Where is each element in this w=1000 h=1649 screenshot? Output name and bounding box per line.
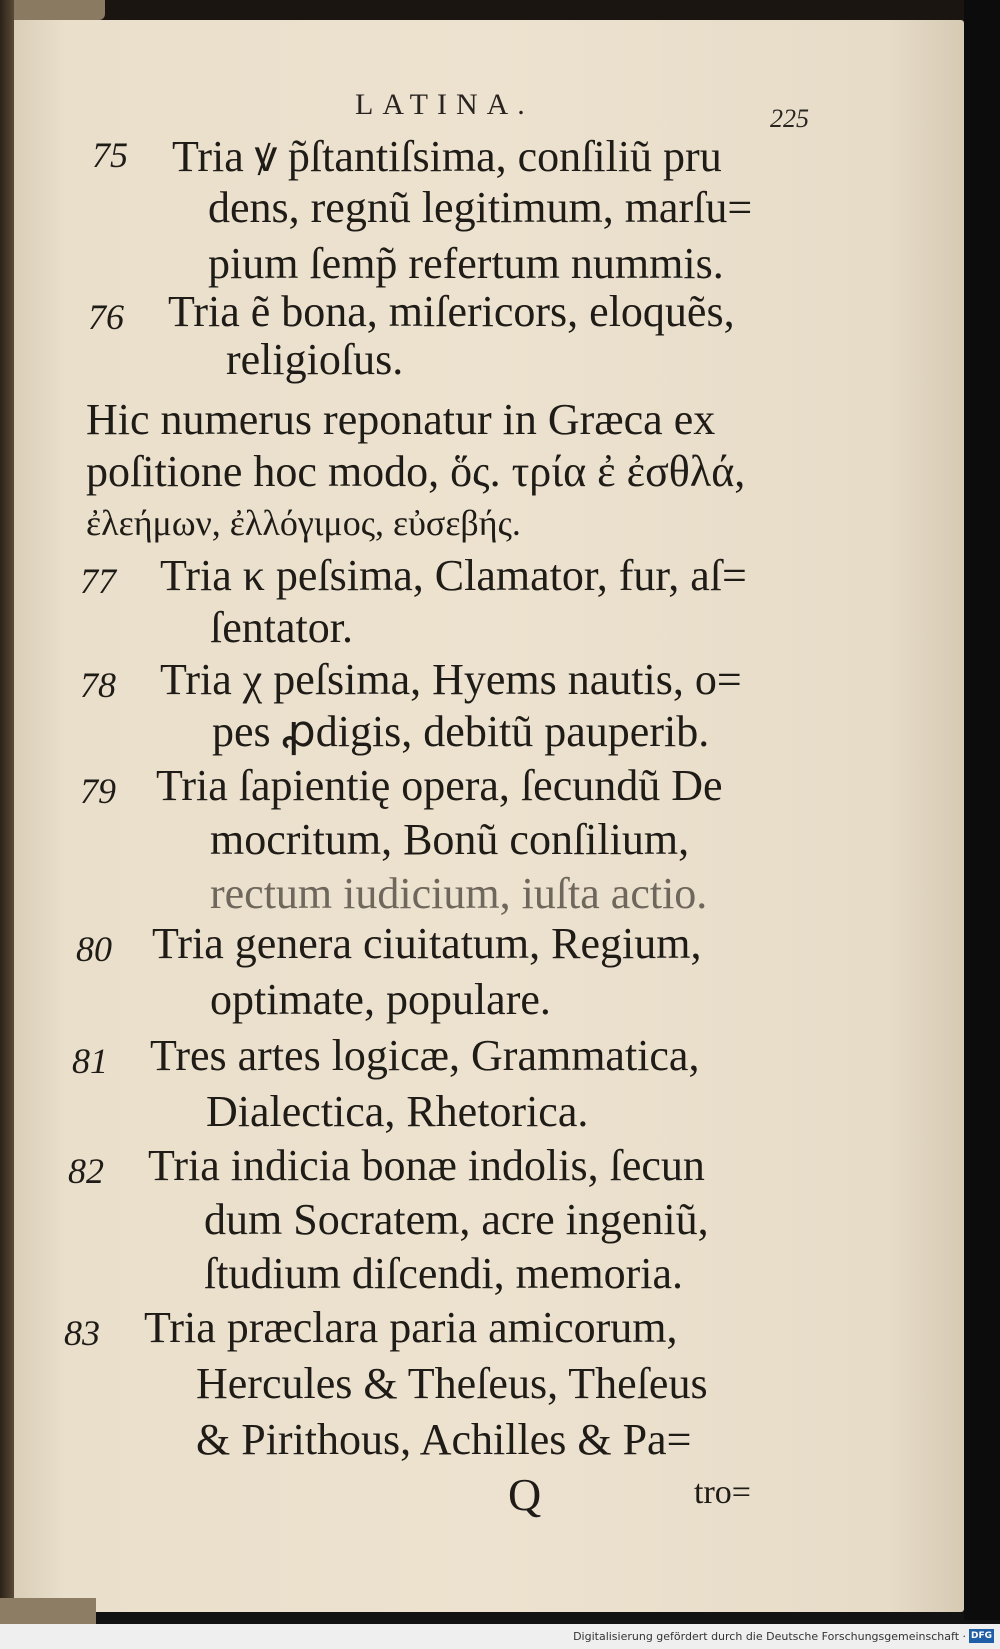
text-line: Tria præclara paria amicorum, <box>144 1303 678 1352</box>
text-line: Tria genera ciuitatum, Regium, <box>152 919 702 968</box>
text-line: Tria χ peſsima, Hyems nautis, o= <box>160 655 742 704</box>
text-line: optimate, populare. <box>210 975 551 1024</box>
entry-number: 80 <box>76 929 112 969</box>
entry-number: 78 <box>80 665 116 705</box>
text-line: Hercules & Theſeus, Theſeus <box>196 1359 708 1408</box>
text-line: ſtudium diſcendi, memoria. <box>204 1249 684 1298</box>
text-line: dens, regnũ legitimum, marſu= <box>208 183 753 232</box>
entry-number: 81 <box>72 1041 108 1081</box>
text-line: Tria ꝟ p̃ſtantiſsima, conſiliũ pru <box>172 132 722 181</box>
footer-credit: Digitalisierung gefördert durch die Deutsche Forschungsgemeinschaft · <box>573 1630 966 1643</box>
entry-number: 83 <box>64 1313 100 1353</box>
text-line: Tria κ peſsima, Clamator, fur, aſ= <box>160 551 747 600</box>
page-corner-bottom <box>0 1598 96 1624</box>
text-line: Tria ẽ bona, miſericors, eloquẽs, <box>168 287 735 336</box>
text-line: religioſus. <box>226 335 404 384</box>
text-line: dum Socratem, acre ingeniũ, <box>204 1195 709 1244</box>
entry-number: 76 <box>88 297 124 337</box>
text-line: poſitione hoc modo, ὅς. τρία ἐ ἐσθλά, <box>86 447 746 496</box>
running-head: LATINA. <box>355 88 534 121</box>
entry-number: 75 <box>92 135 128 175</box>
text-line: mocritum, Bonũ conſilium, <box>210 815 690 864</box>
signature-mark: Q <box>508 1469 542 1520</box>
page-number: 225 <box>770 104 809 133</box>
entry-number: 77 <box>80 561 116 601</box>
entry-number: 82 <box>68 1151 104 1191</box>
text-line: Dialectica, Rhetorica. <box>206 1087 589 1136</box>
catchword: tro= <box>694 1474 751 1511</box>
text-line: Tria ſapientię opera, ſecundũ De <box>156 761 723 810</box>
page-left-edge <box>0 0 14 1610</box>
text-line-greek: ἐλεήμων, ἐλλόγιμος, εὐσεβής. <box>86 503 521 543</box>
page-corner-top <box>10 0 105 20</box>
text-line: & Pirithous, Achilles & Pa= <box>196 1415 692 1464</box>
scan-background-right <box>964 0 1000 1620</box>
text-line: pium ſemp̃ refertum nummis. <box>208 239 724 288</box>
entry-number: 79 <box>80 771 116 811</box>
text-line: Tria indicia bonæ indolis, ſecun <box>148 1141 705 1190</box>
page-top-edge <box>0 0 1000 20</box>
dfg-logo-icon: DFG <box>970 1631 992 1641</box>
text-line: ſentator. <box>210 603 353 652</box>
text-line: Tres artes logicæ, Grammatica, <box>150 1031 700 1080</box>
text-line: Hic numerus reponatur in Græca ex <box>86 395 716 444</box>
text-line: rectum iudicium, iuſta actio. <box>210 869 708 918</box>
text-line: pes ꝓdigis, debitũ pauperib. <box>212 707 710 756</box>
